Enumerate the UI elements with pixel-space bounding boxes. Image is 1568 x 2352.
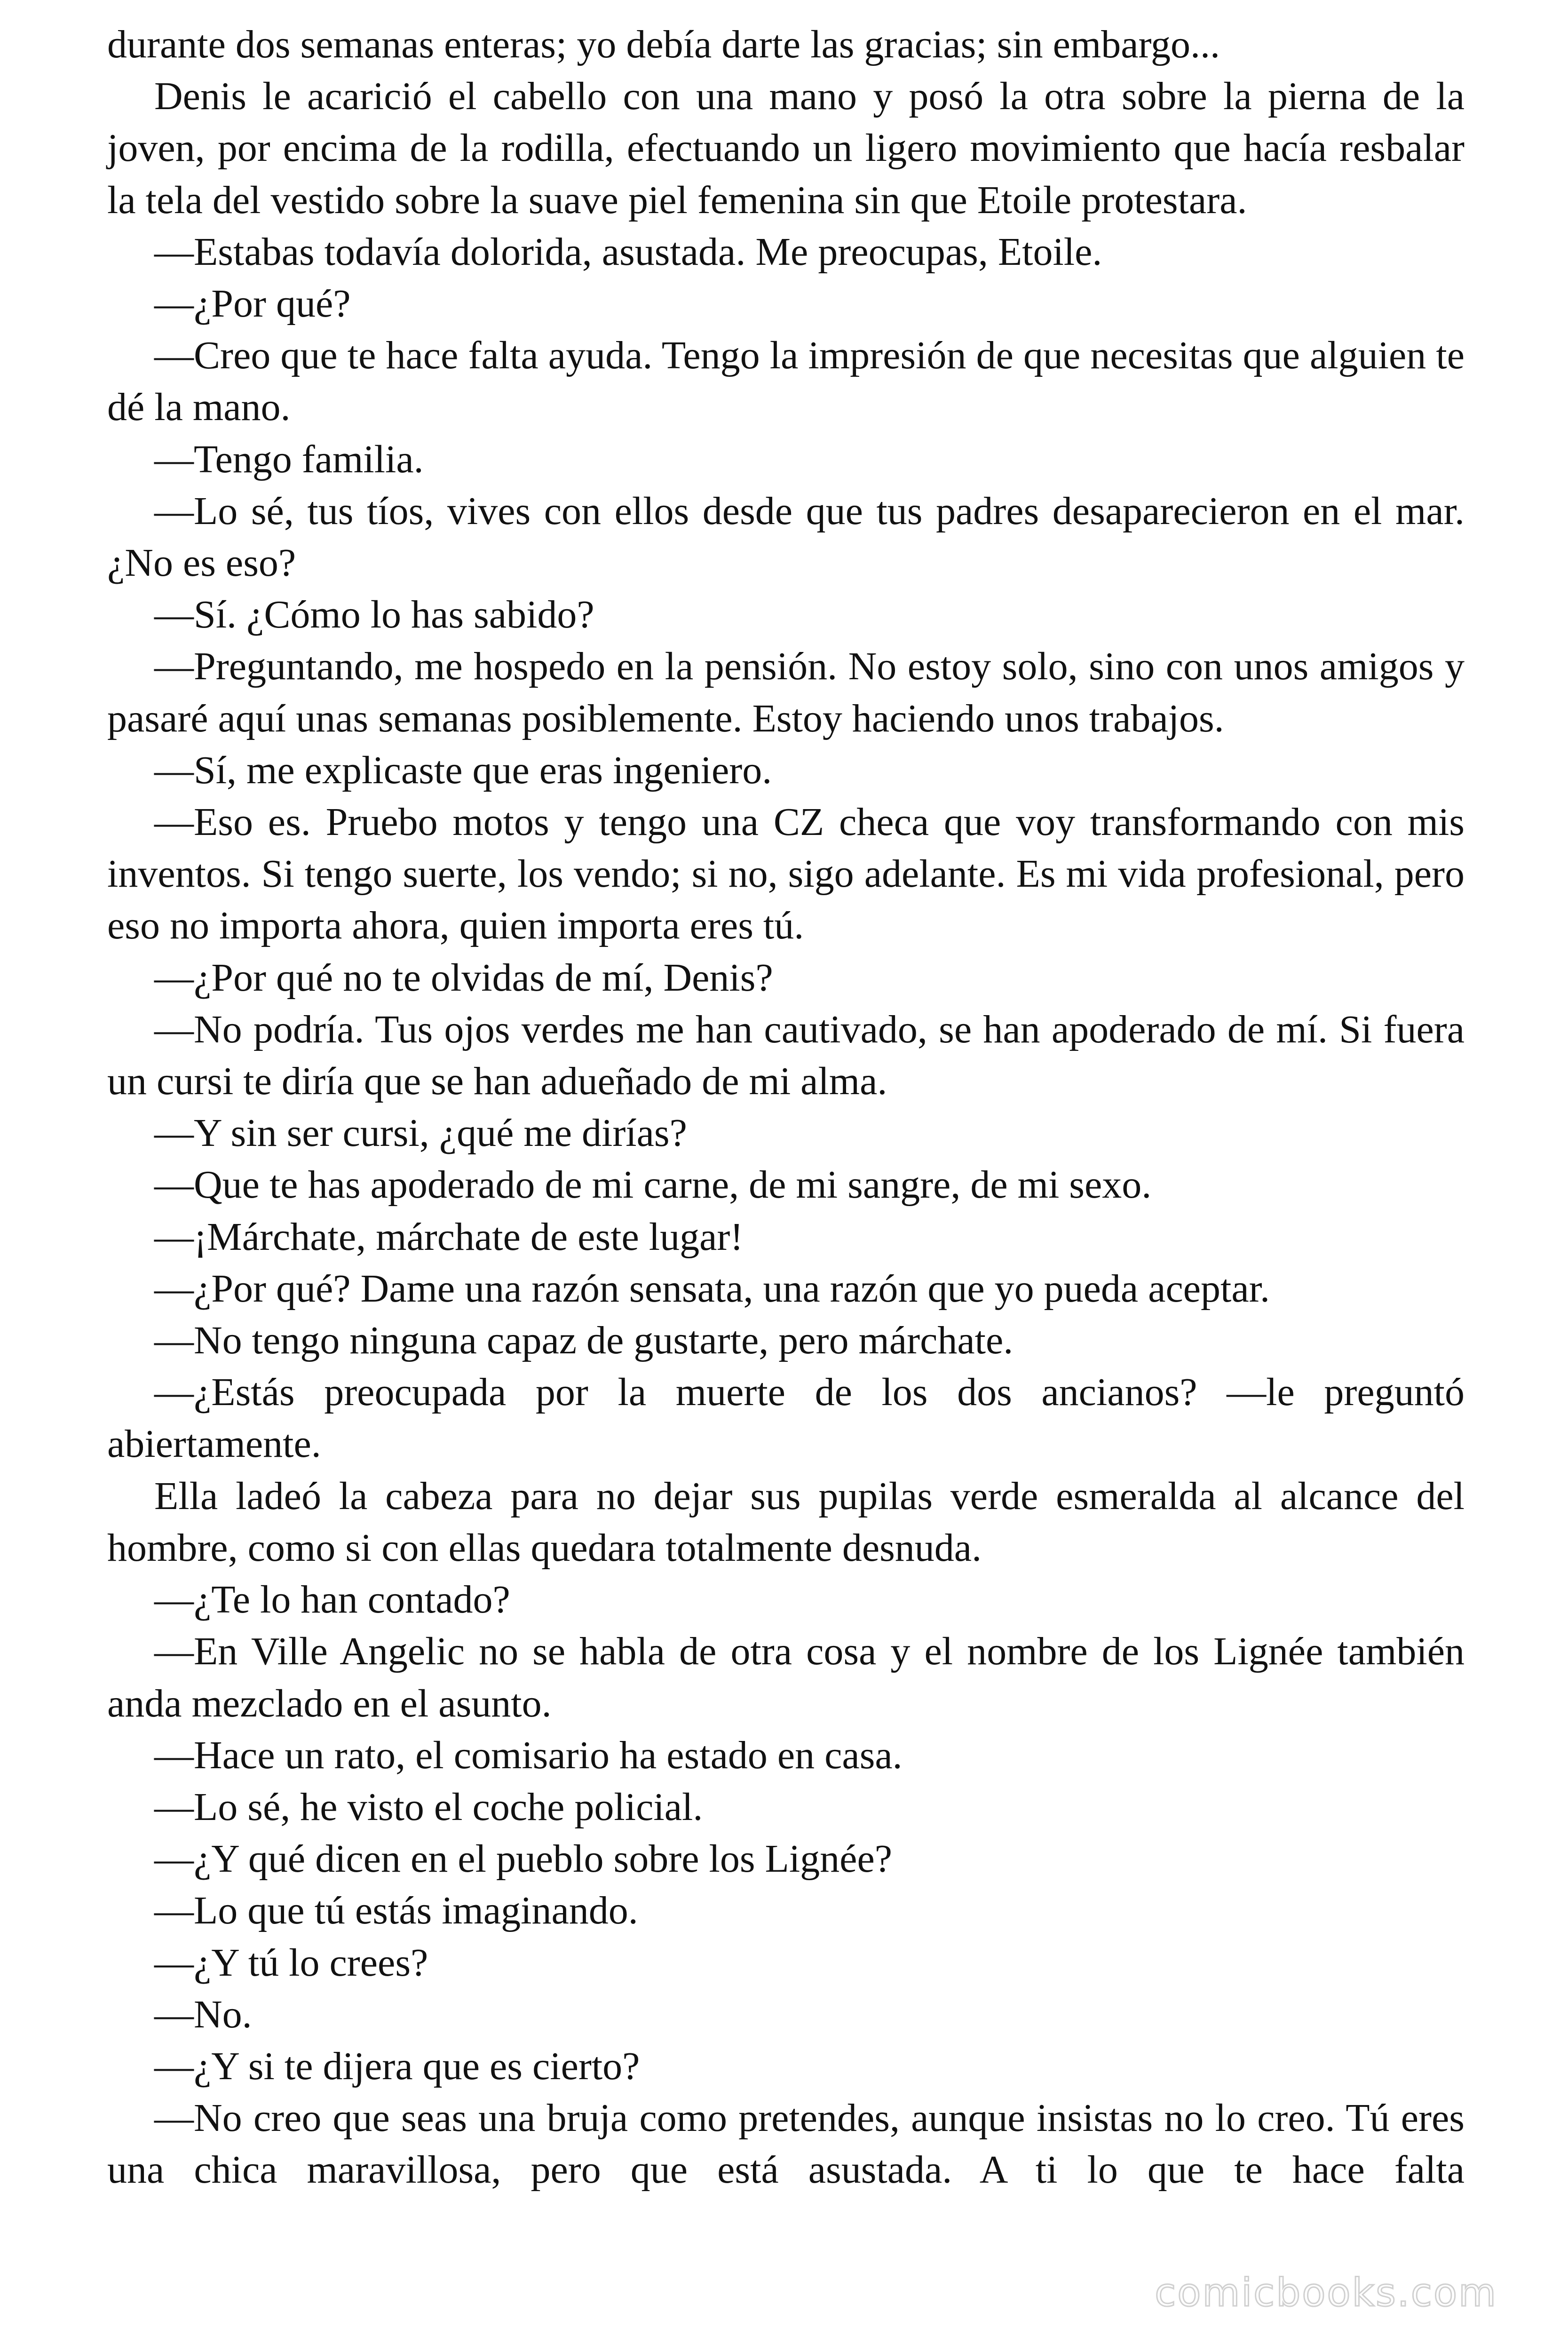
paragraph: —Creo que te hace falta ayuda. Tengo la impresión de que necesitas que alguien te dé la mano. (107, 334, 1465, 429)
paragraph: —No creo que seas una bruja como pretendes, aunque insistas no lo creo. Tú eres una chica maravillosa, pero que está asustada. A ti lo que te hace falta (107, 2096, 1465, 2192)
paragraph: —¿Te lo han contado? (154, 1578, 510, 1622)
body-text (107, 19, 1465, 2196)
paragraph: —Hace un rato, el comisario ha estado en casa. (154, 1733, 903, 1777)
paragraph: —No tengo ninguna capaz de gustarte, pero márchate. (154, 1319, 1014, 1363)
paragraph: —Lo sé, he visto el coche policial. (154, 1785, 703, 1829)
paragraph: —Y sin ser cursi, ¿qué me dirías? (154, 1111, 687, 1155)
paragraph: —Sí, me explicaste que eras ingeniero. (154, 748, 772, 792)
paragraph: —¿Y si te dijera que es cierto? (154, 2044, 640, 2088)
paragraph: —Lo que tú estás imaginando. (154, 1889, 638, 1933)
paragraph: —Tengo familia. (154, 437, 424, 481)
paragraph: —¿Por qué? Dame una razón sensata, una razón que yo pueda aceptar. (154, 1266, 1270, 1311)
paragraph: —Sí. ¿Cómo lo has sabido? (154, 593, 594, 637)
paragraph: Ella ladeó la cabeza para no dejar sus pupilas verde esmeralda al alcance del hombre, como si con ellas quedara totalmente desnuda. (107, 1474, 1465, 1570)
paragraph: —Que te has apoderado de mi carne, de mi sangre, de mi sexo. (154, 1163, 1152, 1207)
paragraph: —Estabas todavía dolorida, asustada. Me preocupas, Etoile. (154, 230, 1102, 274)
paragraph: Denis le acarició el cabello con una mano y posó la otra sobre la pierna de la joven, por encima de la rodilla, efectuando un ligero movimiento que hacía resbalar la tela del vestido sobre la suave piel femenina sin que Etoile protestara. (107, 74, 1465, 222)
paragraph: —¿Por qué no te olvidas de mí, Denis? (154, 955, 773, 1000)
paragraph: —¿Estás preocupada por la muerte de los dos ancianos? —le preguntó abiertamente. (107, 1370, 1465, 1466)
paragraph: —¿Por qué? (154, 282, 351, 326)
watermark-text: comicbooks.com (1155, 2271, 1497, 2315)
paragraph: —En Ville Angelic no se habla de otra cosa y el nombre de los Lignée también anda mezclado en el asunto. (107, 1629, 1465, 1725)
paragraph: —¿Y qué dicen en el pueblo sobre los Lignée? (154, 1837, 893, 1881)
paragraph: durante dos semanas enteras; yo debía darte las gracias; sin embargo... (107, 23, 1220, 66)
paragraph: —Preguntando, me hospedo en la pensión. No estoy solo, sino con unos amigos y pasaré aquí unas semanas posiblemente. Estoy haciendo unos trabajos. (107, 644, 1465, 740)
paragraph: —¿Y tú lo crees? (154, 1940, 428, 1985)
paragraph: —¡Márchate, márchate de este lugar! (154, 1215, 744, 1259)
paragraph: —No. (154, 1992, 252, 2036)
paragraph: —Lo sé, tus tíos, vives con ellos desde que tus padres desaparecieron en el mar. ¿No es eso? (107, 489, 1465, 585)
paragraph: —No podría. Tus ojos verdes me han cautivado, se han apoderado de mí. Si fuera un cursi te diría que se han adueñado de mi alma. (107, 1007, 1465, 1104)
paragraph: —Eso es. Pruebo motos y tengo una CZ checa que voy transformando con mis inventos. Si tengo suerte, los vendo; si no, sigo adelante. Es mi vida profesional, pero eso no importa ahora, quien importa eres tú. (107, 800, 1465, 948)
